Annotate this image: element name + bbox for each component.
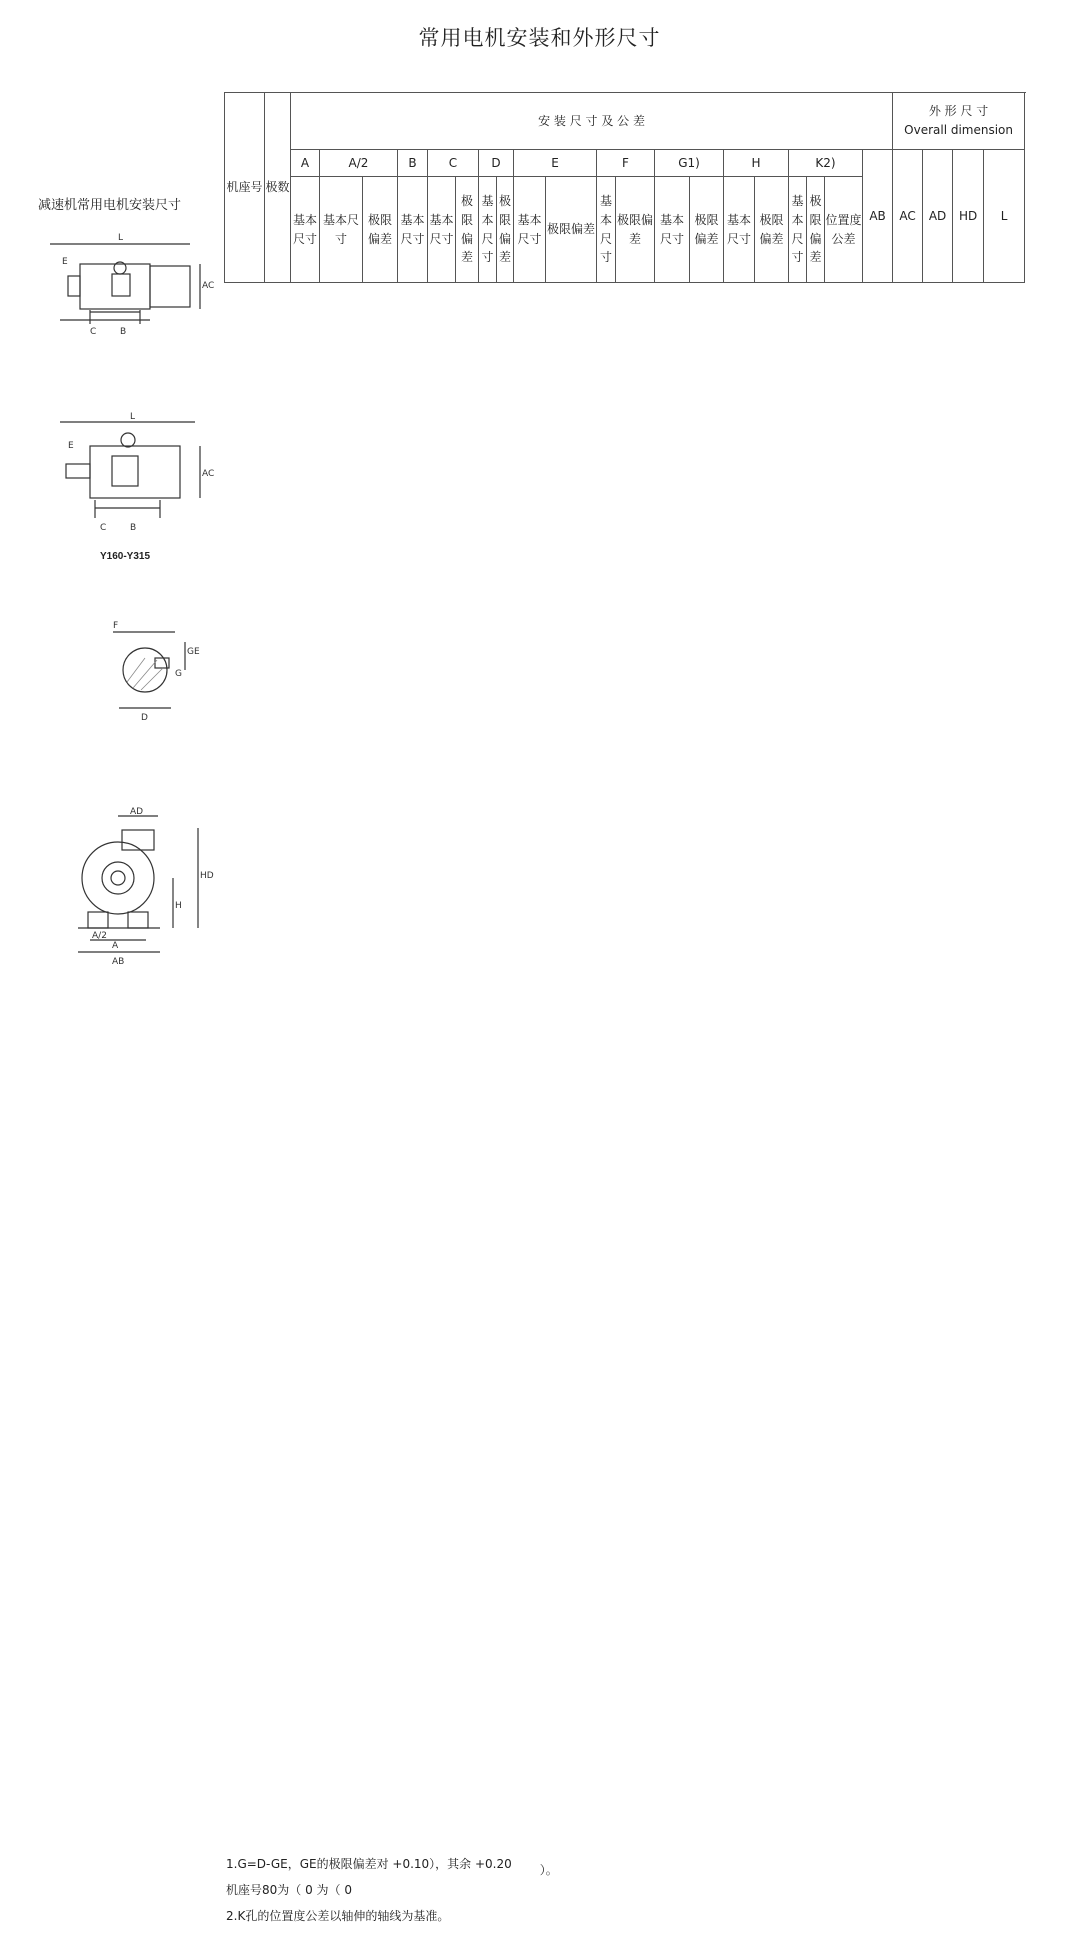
svg-text:L: L: [130, 412, 136, 422]
col-e: E: [514, 150, 597, 177]
note-2: 2.K孔的位置度公差以轴伸的轴线为基准。: [226, 1909, 450, 1923]
col-a2: A/2: [320, 150, 398, 177]
side-caption: 减速机常用电机安装尺寸: [38, 198, 182, 213]
svg-text:GE: GE: [187, 647, 200, 657]
motor-side-view-drawing-y160: [50, 408, 215, 538]
col-a: A: [291, 150, 320, 177]
svg-text:E: E: [62, 257, 68, 267]
header-overall-cn: 外 形 尺 寸: [928, 104, 989, 119]
col-d: D: [479, 150, 514, 177]
col-ac: AC: [893, 150, 923, 283]
header-frame: 机座号: [225, 93, 265, 283]
svg-text:L: L: [118, 233, 124, 243]
svg-text:HD: HD: [200, 871, 214, 881]
sub-basic: 基本尺寸: [597, 177, 616, 283]
header-overall-en: Overall dimension: [904, 123, 1014, 137]
page-title: 常用电机安装和外形尺寸: [418, 26, 661, 50]
col-l: L: [984, 150, 1025, 283]
svg-text:AC: AC: [202, 281, 215, 291]
col-c: C: [428, 150, 479, 177]
notes: [224, 1851, 1005, 1929]
svg-text:B: B: [120, 327, 127, 337]
sub-basic: 基本尺寸: [428, 177, 456, 283]
svg-text:G: G: [175, 669, 182, 679]
note-1-text: 1.G=D-GE，GE的极限偏差对 +0.10），其余 +0.20: [226, 1857, 512, 1871]
col-ad: AD: [923, 150, 953, 283]
col-ab: AB: [863, 150, 893, 283]
svg-text:H: H: [175, 901, 182, 911]
svg-text:F: F: [113, 621, 119, 631]
sub-basic: 基本尺寸: [789, 177, 807, 283]
col-k: K2): [789, 150, 863, 177]
svg-text:C: C: [90, 327, 97, 337]
motor-dimension-table: [224, 92, 1025, 283]
svg-text:D: D: [141, 713, 148, 723]
svg-text:B: B: [130, 523, 137, 533]
svg-text:AC: AC: [202, 469, 215, 479]
header-overall: [893, 93, 1025, 150]
col-hd: HD: [953, 150, 984, 283]
col-g: G1): [655, 150, 724, 177]
col-h: H: [724, 150, 789, 177]
sub-basic: 基本尺寸: [479, 177, 497, 283]
motor-side-view-drawing: [50, 224, 215, 344]
sub-basic: 基本尺寸: [514, 177, 546, 283]
figure-label: Y160-Y315: [100, 551, 151, 562]
sub-tol: 极限偏差: [807, 177, 825, 283]
note-1: [224, 1851, 1005, 1877]
sub-tol: 极限偏差: [616, 177, 655, 283]
header-poles: 极数: [265, 93, 291, 283]
header-install: 安 装 尺 寸 及 公 差: [291, 93, 893, 150]
shaft-section-drawing: [105, 612, 205, 722]
sub-tol: 极限偏差: [363, 177, 398, 283]
svg-text:C: C: [100, 523, 107, 533]
sub-pos-tol: 位置度公差: [825, 177, 863, 283]
sub-tol: 极限偏差: [456, 177, 479, 283]
col-b: B: [398, 150, 428, 177]
sub-tol: 极限偏差: [755, 177, 789, 283]
note-1b: 机座号80为（ 0 为（ 0: [226, 1883, 352, 1897]
sub-tol: 极限偏差: [497, 177, 514, 283]
sub-basic: 基本尺寸: [320, 177, 363, 283]
svg-text:AD: AD: [130, 807, 144, 817]
svg-text:AB: AB: [112, 957, 125, 967]
sub-basic: 基本尺寸: [724, 177, 755, 283]
motor-front-view-drawing: [48, 808, 218, 968]
col-f: F: [597, 150, 655, 177]
svg-text:E: E: [68, 441, 74, 451]
sub-basic: 基本尺寸: [291, 177, 320, 283]
sub-tol: 极限偏差: [546, 177, 597, 283]
sub-tol: 极限偏差: [690, 177, 724, 283]
sub-basic: 基本尺寸: [655, 177, 690, 283]
svg-text:A/2: A/2: [92, 931, 107, 941]
sub-basic: 基本尺寸: [398, 177, 428, 283]
svg-text:A: A: [112, 941, 119, 951]
note-1-end: ）。: [539, 1863, 558, 1877]
